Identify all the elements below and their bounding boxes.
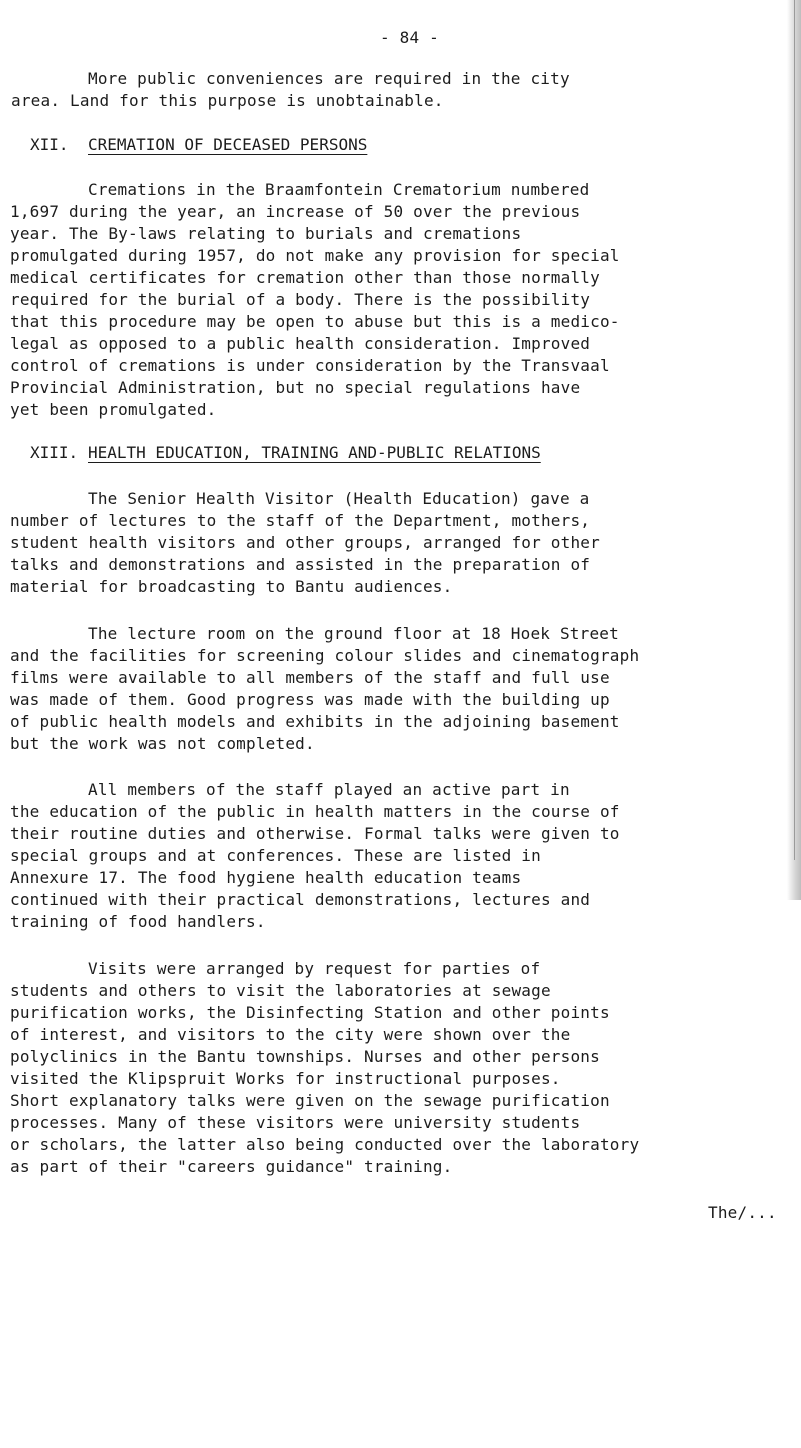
body-line: promulgated during 1957, do not make any provision for special	[10, 246, 620, 265]
section-title: CREMATION OF DECEASED PERSONS	[88, 135, 368, 154]
body-line: training of food handlers.	[10, 912, 266, 931]
intro-line: area. Land for this purpose is unobtainable.	[11, 91, 444, 110]
body-line: medical certificates for cremation other than those normally	[10, 268, 600, 287]
body-line: students and others to visit the laboratories at sewage	[10, 981, 551, 1000]
body-line: purification works, the Disinfecting Station and other points	[10, 1003, 610, 1022]
body-line: yet been promulgated.	[10, 400, 217, 419]
page-edge-line	[794, 0, 795, 860]
body-line: talks and demonstrations and assisted in the preparation of	[10, 555, 591, 574]
section-title: HEALTH EDUCATION, TRAINING AND-PUBLIC RELATIONS	[88, 443, 541, 462]
body-line: polyclinics in the Bantu townships. Nurses and other persons	[10, 1047, 600, 1066]
body-line: visited the Klipspruit Works for instructional purposes.	[10, 1069, 561, 1088]
body-line: Short explanatory talks were given on the sewage purification	[10, 1091, 610, 1110]
body-line: The lecture room on the ground floor at 18 Hoek Street	[88, 624, 619, 643]
body-line: or scholars, the latter also being conducted over the laboratory	[10, 1135, 640, 1154]
body-line: material for broadcasting to Bantu audiences.	[10, 577, 453, 596]
body-line: 1,697 during the year, an increase of 50 over the previous	[10, 202, 581, 221]
body-line: Annexure 17. The food hygiene health education teams	[10, 868, 522, 887]
section-number: XIII.	[30, 443, 79, 462]
body-line: their routine duties and otherwise. Formal talks were given to	[10, 824, 620, 843]
intro-line: More public conveniences are required in the city	[88, 69, 570, 88]
body-line: films were available to all members of the staff and full use	[10, 668, 610, 687]
body-line: special groups and at conferences. These are listed in	[10, 846, 541, 865]
body-line: was made of them. Good progress was made with the building up	[10, 690, 610, 709]
body-line: student health visitors and other groups, arranged for other	[10, 533, 600, 552]
body-line: required for the burial of a body. There is the possibility	[10, 290, 591, 309]
body-line: continued with their practical demonstrations, lectures and	[10, 890, 591, 909]
body-line: Visits were arranged by request for parties of	[88, 959, 541, 978]
body-line: All members of the staff played an active part in	[88, 780, 570, 799]
body-line: Cremations in the Braamfontein Crematorium numbered	[88, 180, 590, 199]
body-line: processes. Many of these visitors were university students	[10, 1113, 581, 1132]
body-line: of interest, and visitors to the city were shown over the	[10, 1025, 571, 1044]
body-line: control of cremations is under consideration by the Transvaal	[10, 356, 610, 375]
body-line: but the work was not completed.	[10, 734, 315, 753]
body-line: of public health models and exhibits in the adjoining basement	[10, 712, 620, 731]
body-line: the education of the public in health matters in the course of	[10, 802, 620, 821]
body-line: year. The By-laws relating to burials and cremations	[10, 224, 522, 243]
page-number: - 84 -	[380, 28, 439, 47]
section-number: XII.	[30, 135, 69, 154]
body-line: number of lectures to the staff of the Department, mothers,	[10, 511, 591, 530]
body-line: as part of their "careers guidance" training.	[10, 1157, 453, 1176]
body-line: The Senior Health Visitor (Health Education) gave a	[88, 489, 590, 508]
body-line: and the facilities for screening colour slides and cinematograph	[10, 646, 640, 665]
body-line: that this procedure may be open to abuse but this is a medico-	[10, 312, 620, 331]
body-line: legal as opposed to a public health consideration. Improved	[10, 334, 591, 353]
body-line: Provincial Administration, but no special regulations have	[10, 378, 581, 397]
catchword: The/...	[708, 1203, 777, 1222]
